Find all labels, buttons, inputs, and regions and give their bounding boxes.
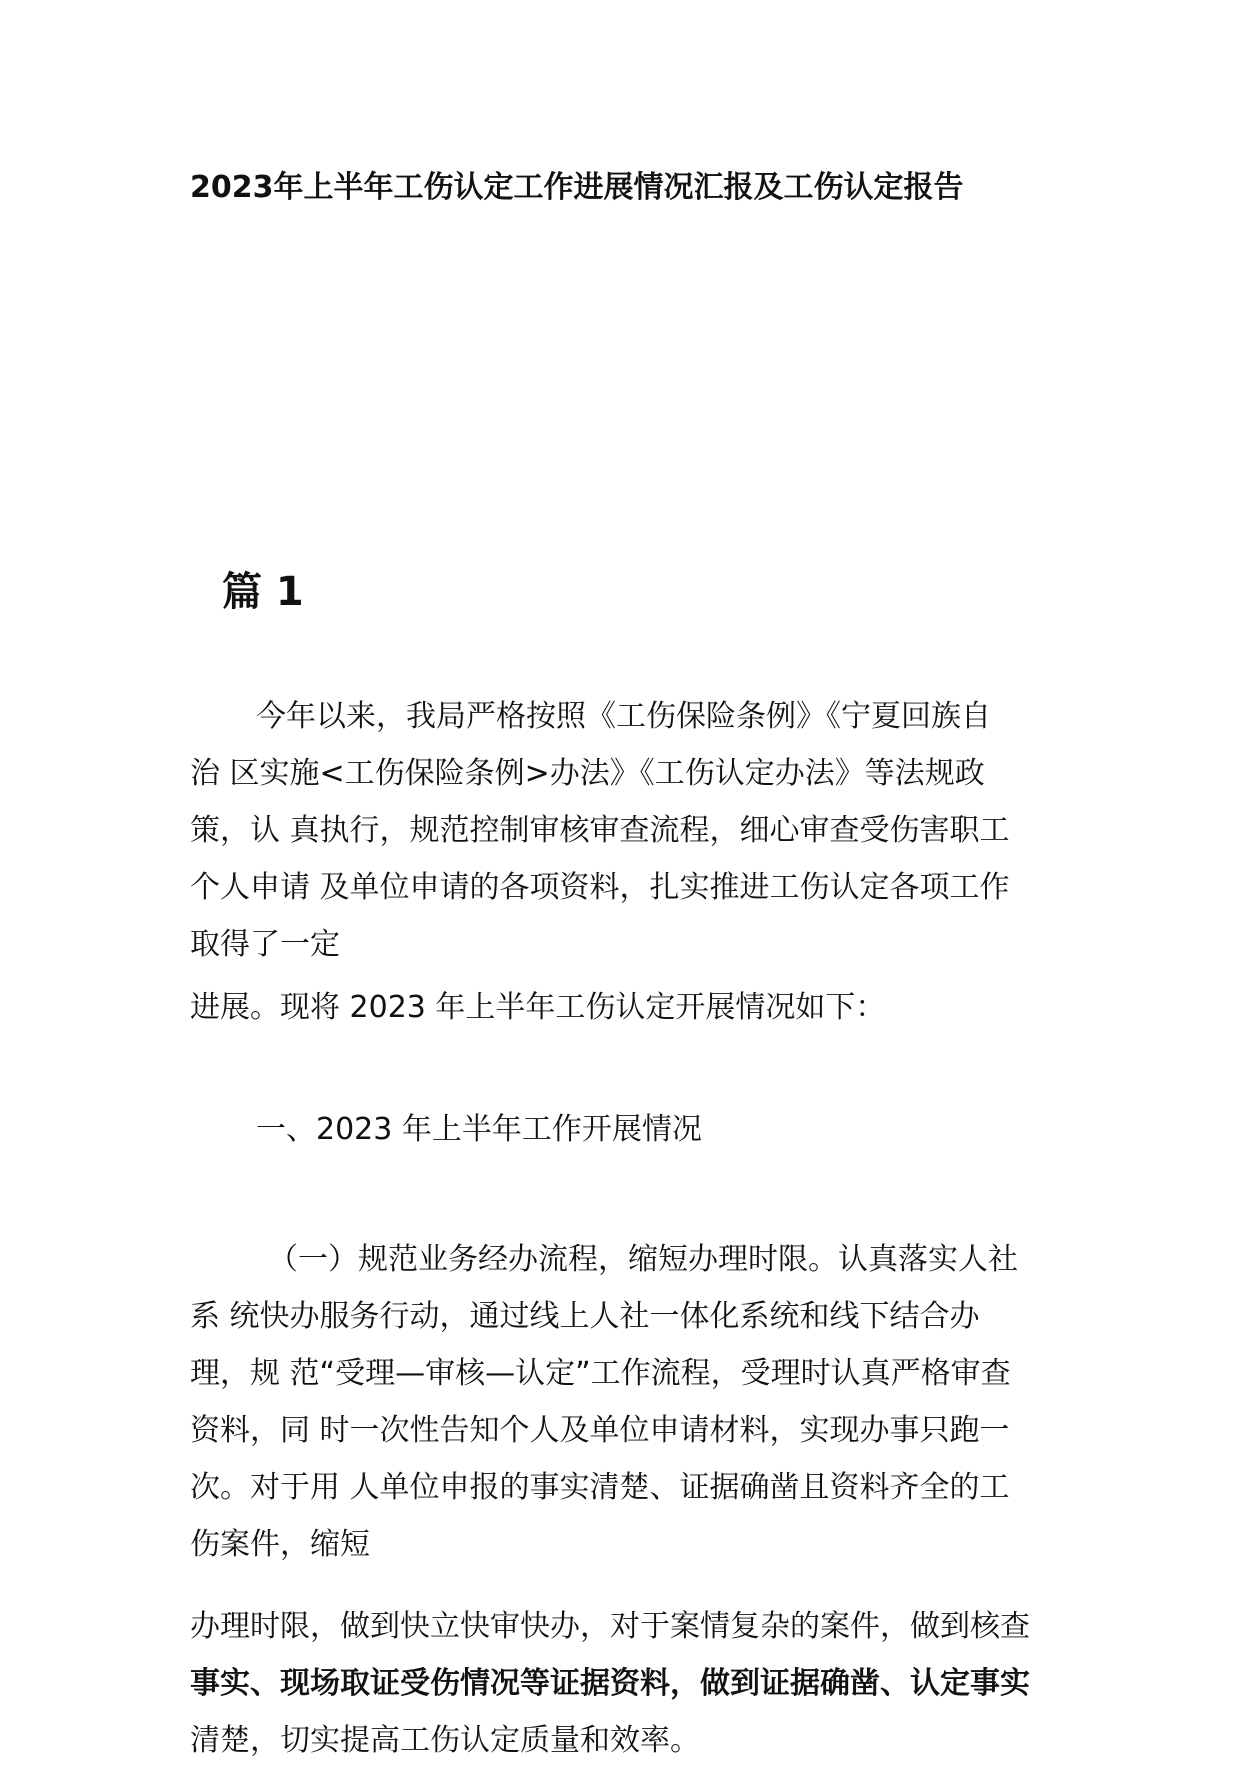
paragraph-line: 个人申请 及单位申请的各项资料，扎实推进工伤认定各项工作 <box>190 870 1010 905</box>
paragraph-line: （一）规范业务经办流程，缩短办理时限。认真落实人社 <box>268 1242 1018 1277</box>
document-title: 2023年上半年工伤认定工作进展情况汇报及工伤认定报告 <box>190 170 964 205</box>
section-heading: 篇 1 <box>222 569 304 615</box>
paragraph-intro-continuation: 进展。现将 2023 年上半年工伤认定开展情况如下： <box>190 990 886 1025</box>
paragraph-line: 资料，同 时一次性告知个人及单位申请材料，实现办事只跑一 <box>190 1413 1010 1448</box>
paragraph-process <box>190 1231 1060 1573</box>
part-heading: 一、2023 年上半年工作开展情况 <box>256 1112 702 1147</box>
paragraph-line: 次。对于用 人单位申报的事实清楚、证据确凿且资料齐全的工 <box>190 1470 1010 1505</box>
paragraph-line: 策，认 真执行，规范控制审核审查流程，细心审查受伤害职工 <box>190 813 1010 848</box>
paragraph-line: 取得了一定 <box>190 927 340 962</box>
paragraph-line: 系 统快办服务行动，通过线上人社一体化系统和线下结合办 <box>190 1299 980 1334</box>
paragraph-line: 伤案件，缩短 <box>190 1527 370 1562</box>
paragraph-line: 今年以来，我局严格按照《工伤保险条例》《宁夏回族自 <box>256 699 991 734</box>
paragraph-intro <box>190 688 1060 973</box>
paragraph-line: 理，规 范“受理—审核—认定”工作流程，受理时认真严格审查 <box>190 1356 1011 1391</box>
paragraph-line-bold: 事实、现场取证受伤情况等证据资料，做到证据确凿、认定事实 <box>190 1666 1030 1701</box>
paragraph-efficiency <box>190 1598 1060 1769</box>
paragraph-line: 治 区实施<工伤保险条例>办法》《工伤认定办法》等法规政 <box>190 756 985 791</box>
paragraph-line: 办理时限，做到快立快审快办，对于案情复杂的案件，做到核查 <box>190 1609 1030 1644</box>
paragraph-line: 清楚，切实提高工伤认定质量和效率。 <box>190 1723 700 1758</box>
